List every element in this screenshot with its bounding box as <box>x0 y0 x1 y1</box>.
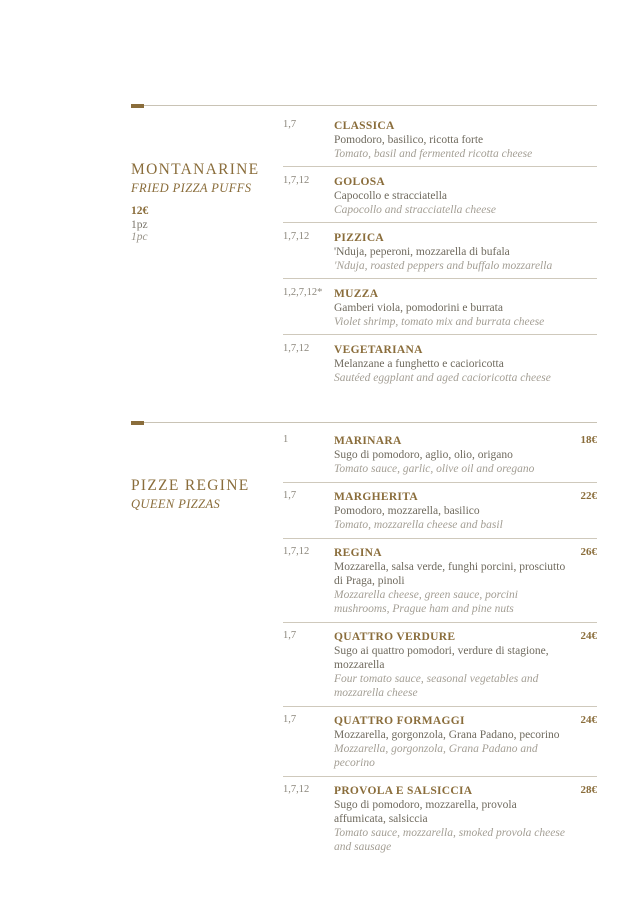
item-separator <box>283 622 597 623</box>
item-separator <box>283 278 597 279</box>
section-price: 12€ <box>131 205 149 217</box>
allergen-codes: 1,7 <box>283 490 297 501</box>
item-description-en: Sautéed eggplant and aged cacioricotta cheese <box>334 372 551 384</box>
allergen-codes: 1,7 <box>283 714 297 725</box>
item-description: 'Nduja, peperoni, mozzarella di bufala <box>334 246 510 258</box>
allergen-codes: 1,7,12 <box>283 175 310 186</box>
item-name: GOLOSA <box>334 176 386 188</box>
section-title: PIZZE REGINE <box>131 477 250 494</box>
item-price: 18€ <box>580 434 597 446</box>
section-quantity: 1pz <box>131 219 148 231</box>
item-name: MARINARA <box>334 435 402 447</box>
allergen-codes: 1,7,12 <box>283 546 310 557</box>
item-description-en: Tomato sauce, mozzarella, smoked provola cheese and sausage <box>334 827 565 853</box>
item-name: MARGHERITA <box>334 491 418 503</box>
section-header <box>131 161 271 243</box>
item-name: REGINA <box>334 547 382 559</box>
item-name: CLASSICA <box>334 120 395 132</box>
item-separator <box>283 334 597 335</box>
item-description-en: 'Nduja, roasted peppers and buffalo mozzarella <box>334 260 553 272</box>
allergen-codes: 1,7 <box>283 630 297 641</box>
item-description: Sugo di pomodoro, mozzarella, provola affumicata, salsiccia <box>334 799 517 825</box>
allergen-codes: 1,2,7,12* <box>283 287 323 298</box>
item-price: 24€ <box>580 630 597 642</box>
allergen-codes: 1,7,12 <box>283 784 310 795</box>
allergen-codes: 1,7,12 <box>283 343 310 354</box>
divider-marker <box>131 421 144 425</box>
section-divider <box>131 422 597 423</box>
section-divider <box>131 105 597 106</box>
item-description: Pomodoro, basilico, ricotta forte <box>334 134 484 146</box>
item-name: VEGETARIANA <box>334 344 423 356</box>
section-title: MONTANARINE <box>131 161 260 178</box>
item-name: MUZZA <box>334 288 379 300</box>
divider-marker <box>131 104 144 108</box>
item-name: PIZZICA <box>334 232 385 244</box>
item-description-en: Mozzarella cheese, green sauce, porcini mushrooms, Prague ham and pine nuts <box>334 589 518 615</box>
item-price: 28€ <box>580 784 597 796</box>
section-quantity-en: 1pc <box>131 231 148 243</box>
item-price: 26€ <box>580 546 597 558</box>
item-description: Sugo ai quattro pomodori, verdure di stagione, mozzarella <box>334 645 549 671</box>
item-description: Sugo di pomodoro, aglio, olio, origano <box>334 449 513 461</box>
item-description-en: Capocollo and stracciatella cheese <box>334 204 496 216</box>
item-description-en: Tomato, basil and fermented ricotta cheese <box>334 148 533 160</box>
item-price: 24€ <box>580 714 597 726</box>
item-description: Mozzarella, gorgonzola, Grana Padano, pecorino <box>334 729 560 741</box>
item-description-en: Violet shrimp, tomato mix and burrata cheese <box>334 316 545 328</box>
item-description-en: Four tomato sauce, seasonal vegetables and mozzarella cheese <box>334 673 539 699</box>
item-description: Gamberi viola, pomodorini e burrata <box>334 302 503 314</box>
item-description-en: Tomato sauce, garlic, olive oil and oregano <box>334 463 535 475</box>
item-description-en: Tomato, mozzarella cheese and basil <box>334 519 503 531</box>
item-description: Mozzarella, salsa verde, funghi porcini, prosciutto di Praga, pinoli <box>334 561 566 587</box>
allergen-codes: 1,7 <box>283 119 297 130</box>
item-separator <box>283 538 597 539</box>
section-subtitle: FRIED PIZZA PUFFS <box>131 181 252 195</box>
item-name: PROVOLA E SALSICCIA <box>334 785 473 797</box>
item-description: Pomodoro, mozzarella, basilico <box>334 505 480 517</box>
item-separator <box>283 222 597 223</box>
allergen-codes: 1 <box>283 434 289 445</box>
item-price: 22€ <box>580 490 597 502</box>
item-separator <box>283 166 597 167</box>
item-separator <box>283 482 597 483</box>
item-description: Capocollo e stracciatella <box>334 190 448 202</box>
item-separator <box>283 776 597 777</box>
section-header <box>131 477 271 512</box>
item-name: QUATTRO VERDURE <box>334 631 456 643</box>
section-subtitle: QUEEN PIZZAS <box>131 497 221 511</box>
allergen-codes: 1,7,12 <box>283 231 310 242</box>
item-name: QUATTRO FORMAGGI <box>334 715 465 727</box>
item-description-en: Mozzarella, gorgonzola, Grana Padano and pecorino <box>334 743 538 769</box>
item-description: Melanzane a funghetto e cacioricotta <box>334 358 504 370</box>
item-separator <box>283 706 597 707</box>
